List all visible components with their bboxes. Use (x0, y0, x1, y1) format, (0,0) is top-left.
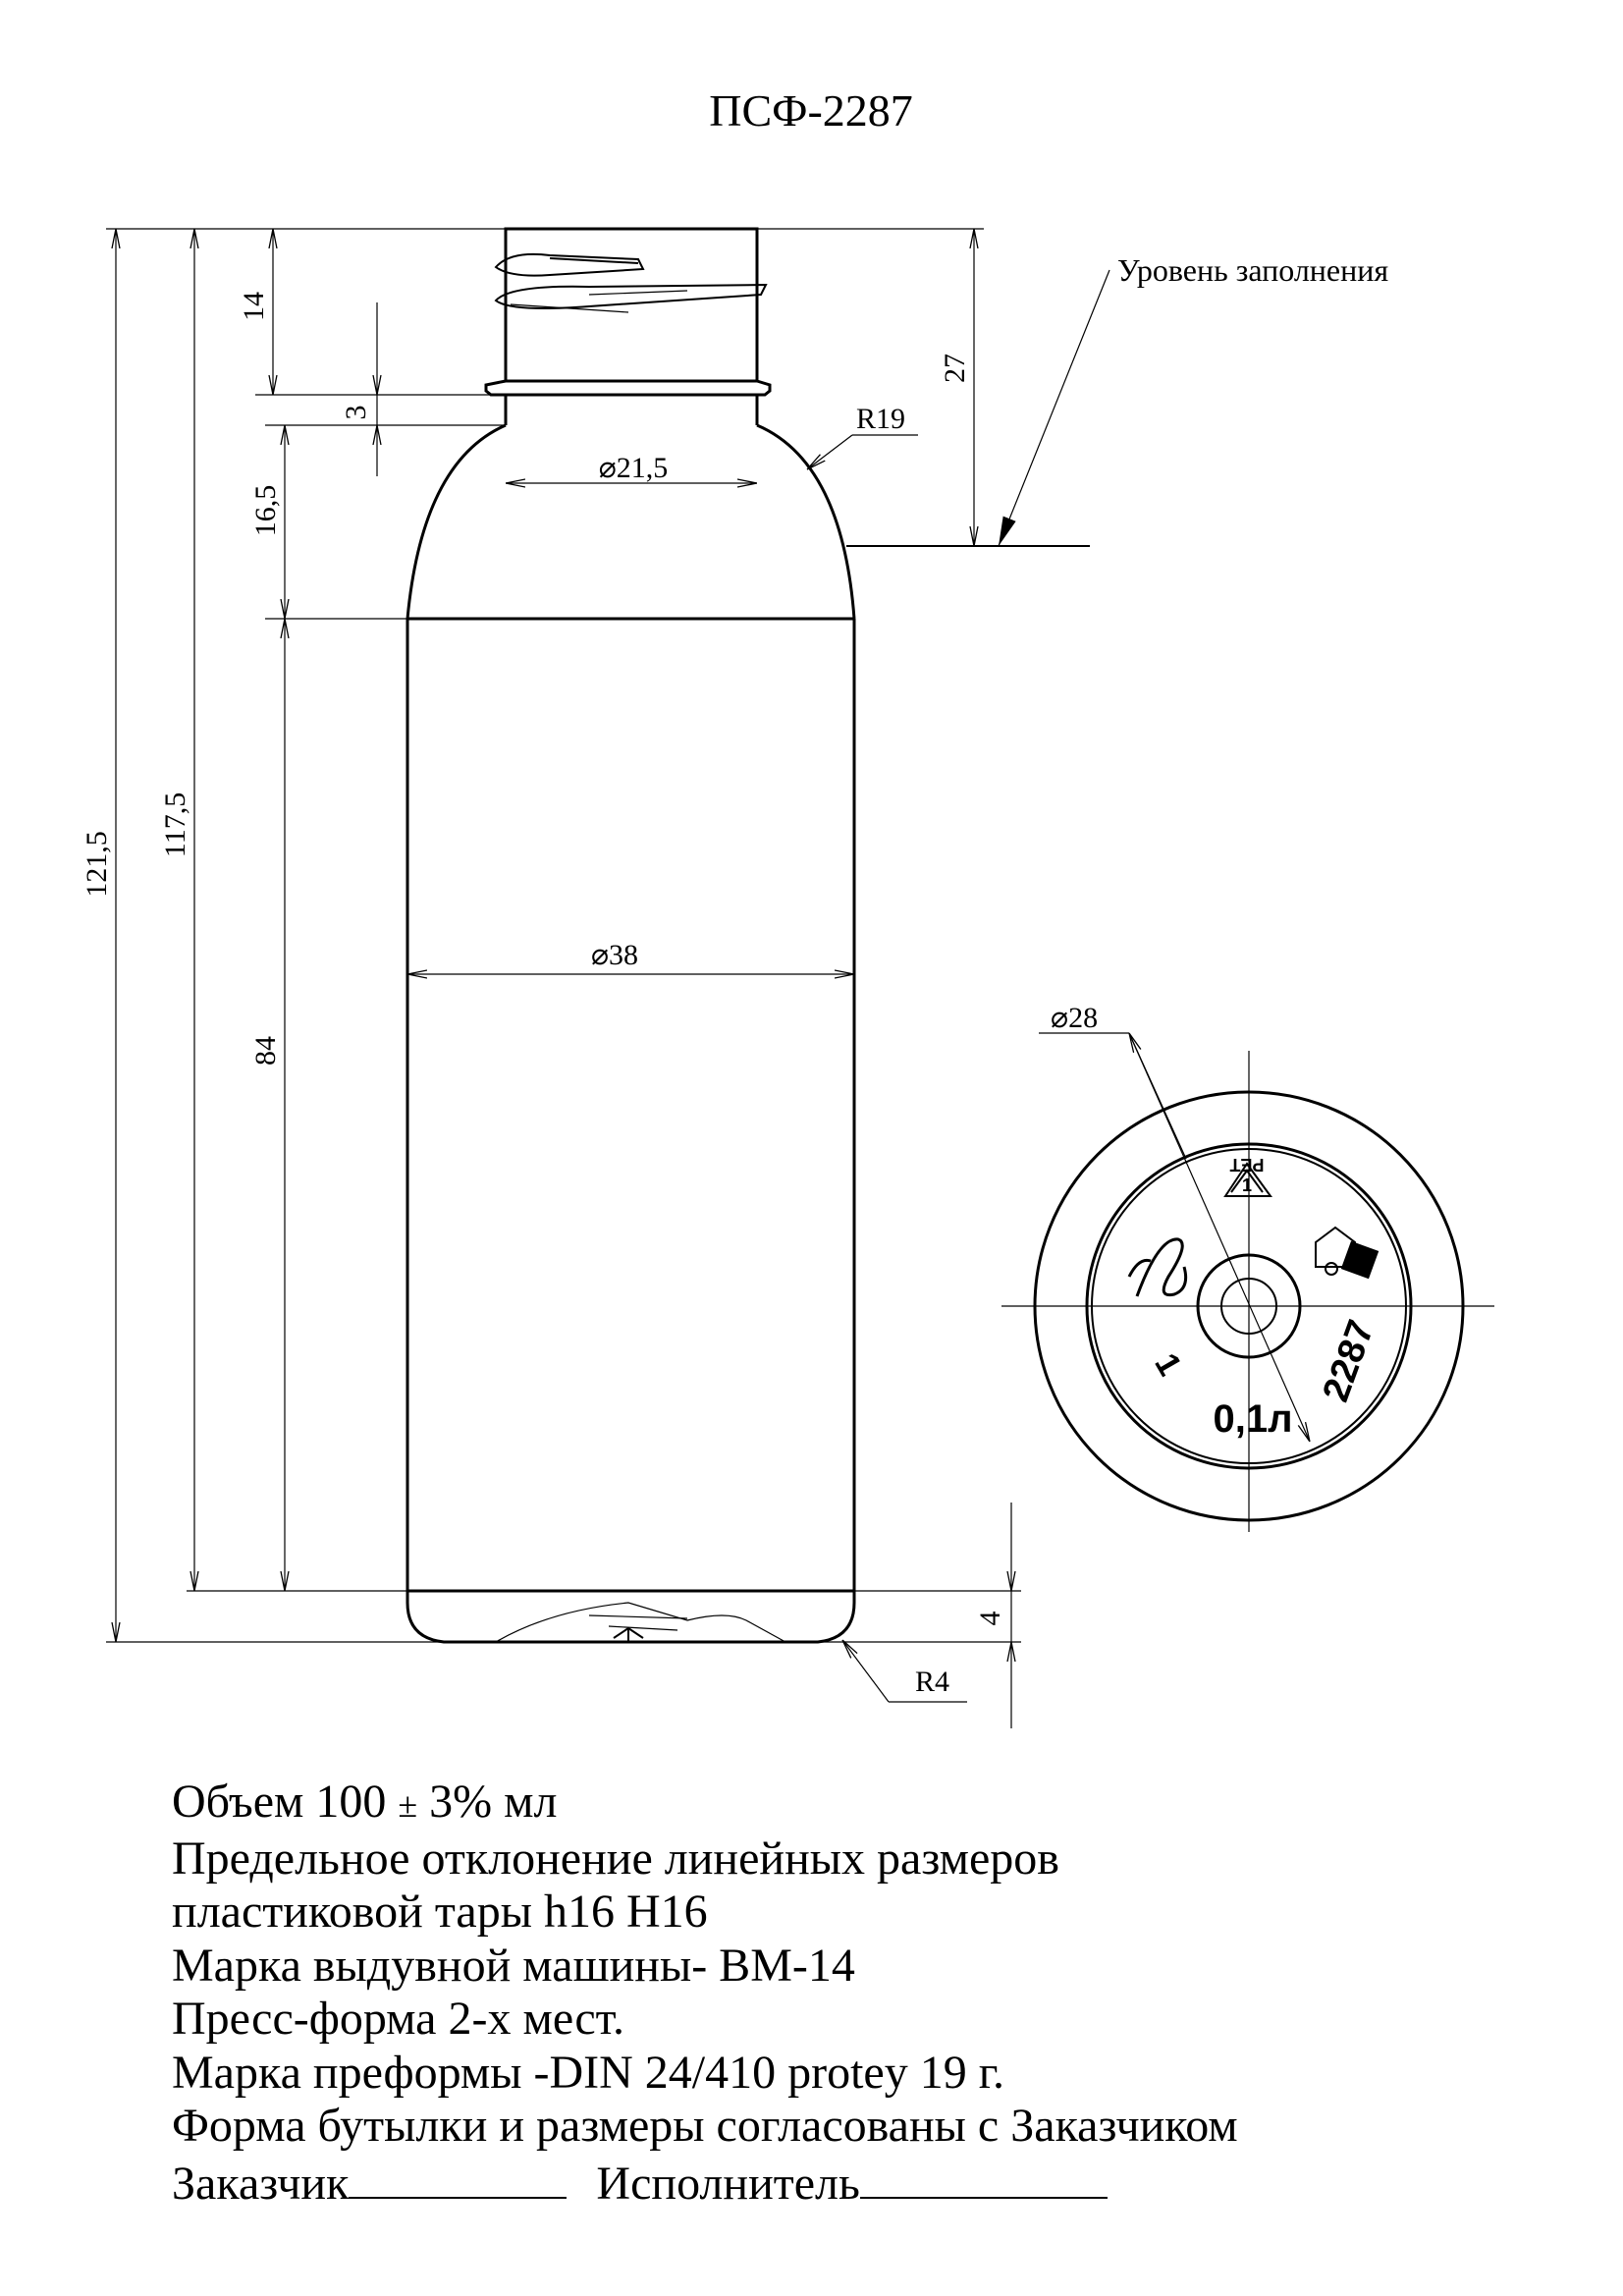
manufacturer-logo-icon (1129, 1239, 1186, 1296)
dim-bottom-diameter: 28 (1068, 1002, 1099, 1034)
note-machine: Марка выдувной машины- BM-14 (172, 1939, 855, 1992)
thread-bands (496, 254, 766, 312)
contractor-signature-field[interactable] (860, 2154, 1108, 2199)
fill-level-label: Уровень заполнения (1117, 252, 1389, 288)
diameter-symbol: ⌀ (1051, 1002, 1069, 1034)
drawing-notes (172, 1776, 1546, 2211)
note-tolerance-1: Предельное отклонение линейных размеров (172, 1831, 1059, 1885)
cavity-number: 1 (1147, 1346, 1189, 1383)
dim-neck-diameter: 21,5 (616, 452, 669, 484)
svg-text:⌀21,5 (599, 452, 669, 484)
bottle-side-view (407, 229, 854, 1642)
diameter-symbol: ⌀ (590, 939, 610, 971)
mold-house-icon (1316, 1228, 1379, 1279)
bottle-number-mark: 2287 (1315, 1314, 1382, 1407)
customer-label: Заказчик (172, 2157, 350, 2210)
material-code: PET (1229, 1155, 1265, 1175)
note-preform: Марка преформы -DIN 24/410 protey 19 г. (172, 2046, 1004, 2099)
dim-base-radius: R4 (915, 1666, 950, 1698)
volume-mark: 0,1л (1213, 1397, 1293, 1441)
svg-text:⌀38 (591, 939, 638, 971)
dim-thread-height: 14 (238, 292, 270, 321)
dimension-lines-base (818, 1503, 1021, 1728)
recycle-code: 1 (1241, 1175, 1253, 1195)
svg-text:⌀28 (1051, 1002, 1098, 1034)
volume-value: Объем 100 (172, 1776, 387, 1828)
note-volume (172, 1776, 1546, 1832)
recycling-icon (1225, 1155, 1271, 1196)
note-tolerance-2: пластиковой тары h16 H16 (172, 1886, 708, 1938)
dim-total-height: 121,5 (81, 831, 113, 898)
dim-base-height: 4 (974, 1611, 1006, 1626)
note-signatures (172, 2154, 1546, 2212)
base-embossing (496, 1603, 785, 1642)
dim-shoulder-radius: R19 (856, 403, 906, 435)
bottom-view (1001, 1002, 1494, 1532)
volume-tolerance: 3% мл (429, 1776, 558, 1828)
contractor-label: Исполнитель (596, 2157, 860, 2210)
drawing-title: ПСФ-2287 (709, 85, 913, 136)
diameter-symbol: ⌀ (598, 452, 617, 484)
neck-ring (486, 381, 770, 395)
tolerance-sign: ± (398, 1785, 418, 1825)
customer-signature-field[interactable] (349, 2154, 567, 2199)
dim-cylinder-height: 84 (249, 1036, 282, 1066)
dim-shoulder-height: 16,5 (249, 484, 282, 537)
dim-fill-depth: 27 (939, 354, 971, 383)
dim-body-height: 117,5 (159, 792, 191, 858)
diameter-dimensions (407, 452, 854, 974)
note-mold: Пресс-форма 2-х мест. (172, 1993, 625, 2045)
dimension-lines-right (757, 229, 1388, 546)
neck-finish (506, 229, 757, 381)
dim-body-diameter: 38 (609, 939, 639, 971)
dimension-lines-left (81, 229, 506, 1642)
dim-neck-ring: 3 (340, 405, 372, 420)
note-agreement: Форма бутылки и размеры согласованы с Заказчиком (172, 2100, 1238, 2152)
